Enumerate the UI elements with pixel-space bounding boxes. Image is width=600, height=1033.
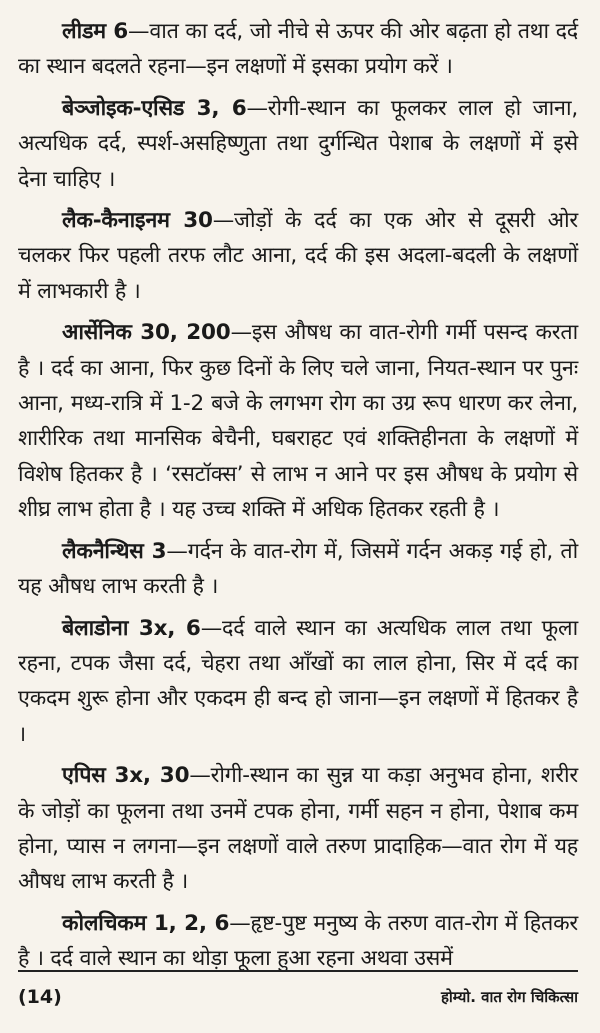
remedy-name: कोलचिकम 1, 2, 6 [62,910,230,936]
page-footer [18,986,578,1008]
remedy-entry-lachnanthes [18,534,578,605]
remedy-entry-belladonna [18,611,578,753]
running-title: होम्यो. वात रोग चिकित्सा [440,988,578,1006]
remedy-entry-apis [18,758,578,900]
remedy-description: —दर्द वाले स्थान का अत्यधिक लाल तथा फूला रहना, टपक जैसा दर्द, चेहरा तथा आँखों का लाल होना, सिर में दर्द का एकदम शुरू होना और एकदम ही बन्द हो जाना—इन लक्षणों में हितकर है । [18,615,578,747]
remedy-description: —रोगी-स्थान का फूलकर लाल हो जाना, अत्यधिक दर्द, स्पर्श-असहिष्णुता तथा दुर्गन्धित पेशाब के लक्षणों में इसे देना चाहिए । [18,95,578,192]
footer-divider [18,970,578,972]
remedy-name: लैकनैन्थिस 3 [62,538,167,564]
remedy-entry-colchicum [18,906,578,977]
remedy-description: —इस औषध का वात-रोगी गर्मी पसन्द करता है । दर्द का आना, फिर कुछ दिनों के लिए चले जाना, नियत-स्थान पर पुनः आना, मध्य-रात्रि में 1-2 बजे के लगभग रोग का उग्र रूप धारण कर लेना, शारीरिक तथा मानसिक बेचैनी, घबराहट एवं शक्तिहीनता के लक्षणों में विशेष हितकर है । ‘रसटॉक्स’ से लाभ न आने पर इस औषध के प्रयोग से शीघ्र लाभ होता है । यह उच्च शक्ति में अधिक हितकर रहती है । [18,320,578,523]
remedy-entry-ledum [18,14,578,85]
remedy-description: —जोड़ों के दर्द का एक ओर से दूसरी ओर चलकर फिर पहली तरफ लौट आना, दर्द की इस अदला-बदली के लक्षणों में लाभकारी है । [18,208,578,304]
remedy-name: बेञ्जोइक-एसिड 3, 6 [62,95,247,121]
remedy-name: लैक-कैनाइनम 30 [62,208,213,234]
remedy-description: —रोगी-स्थान का सुन्न या कड़ा अनुभव होना, शरीर के जोड़ों का फूलना तथा उनमें टपक होना, गर्मी सहन न होना, पेशाब कम होना, प्यास न लगना—इन लक्षणों वाले तरुण प्रादाहिक—वात रोग में यह औषध लाभ करती है । [18,763,579,895]
remedy-entry-benzoic-acid [18,91,578,197]
remedy-entry-arsenicum [18,315,578,527]
remedy-name: बेलाडोना 3x, 6 [62,615,201,641]
remedy-entry-lac-caninum [18,203,578,309]
remedy-description: —वात का दर्द, जो नीचे से ऊपर की ओर बढ़ता हो तथा दर्द का स्थान बदलते रहना—इन लक्षणों में इसका प्रयोग करें । [18,19,579,80]
page-number: (14) [18,986,62,1008]
remedy-name: लीडम 6 [62,19,129,44]
remedy-description: —गर्दन के वात-रोग में, जिसमें गर्दन अकड़ गई हो, तो यह औषध लाभ करती है । [18,538,578,600]
remedy-description: —हृष्ट-पुष्ट मनुष्य के तरुण वात-रोग में हितकर है । दर्द वाले स्थान का थोड़ा फूला हुआ रहना अथवा उसमें [18,910,578,972]
remedy-name: एपिस 3x, 30 [62,763,190,789]
remedy-name: आर्सेनिक 30, 200 [62,320,231,346]
